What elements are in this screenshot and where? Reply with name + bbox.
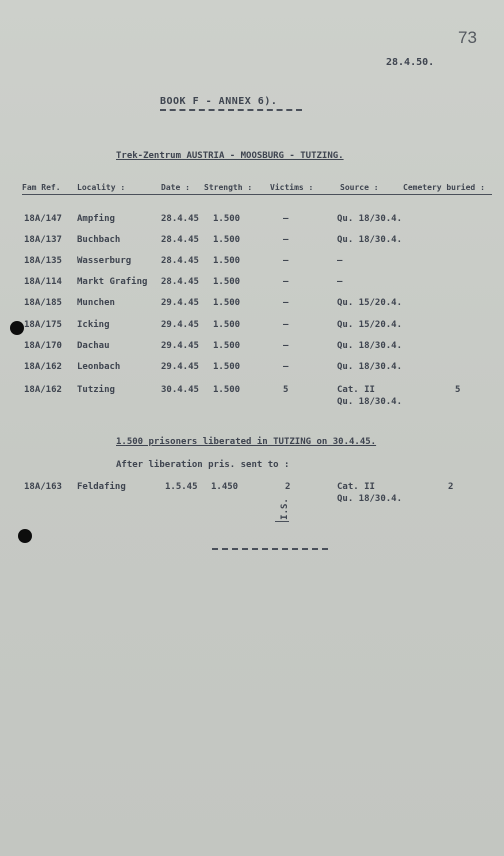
row-source: —: [337, 277, 343, 287]
row-date: 29.4.45: [161, 362, 199, 372]
row-victims: —: [283, 320, 289, 330]
column-header-date: Date :: [161, 183, 190, 192]
row-victims: —: [283, 298, 289, 308]
row-strength: 1.500: [213, 256, 241, 266]
row-strength: 1.500: [213, 341, 241, 351]
row-locality: Ampfing: [77, 214, 115, 224]
row-source: Qu. 18/30.4.: [337, 214, 403, 224]
column-header-source: Source :: [340, 183, 379, 192]
row-date: 28.4.45: [161, 277, 199, 287]
row-ref: 18A/162: [24, 362, 62, 372]
row-date: 30.4.45: [161, 385, 199, 395]
column-header-ref: Fam Ref.: [22, 183, 61, 192]
initials-mark: I.S.: [279, 498, 290, 520]
row-date: 29.4.45: [161, 320, 199, 330]
row-strength: 1.500: [213, 235, 241, 245]
row-source-secondary: Qu. 18/30.4.: [337, 494, 403, 504]
initials-underline: [275, 521, 289, 522]
row-source: —: [337, 256, 343, 266]
document-date: 28.4.50.: [386, 57, 435, 68]
liberation-note: 1.500 prisoners liberated in TUTZING on 30.4.45.: [116, 437, 377, 447]
row-victims: —: [283, 235, 289, 245]
row-date: 29.4.45: [161, 298, 199, 308]
table-row: [0, 256, 504, 274]
punch-hole-bottom: [18, 529, 32, 543]
row-locality: Wasserburg: [77, 256, 132, 266]
row-date: 28.4.45: [161, 214, 199, 224]
row-locality: Markt Grafing: [77, 277, 148, 287]
row-strength: 1.500: [213, 362, 241, 372]
table-row: [0, 362, 504, 380]
row-ref: 18A/114: [24, 277, 62, 287]
table-row: [0, 320, 504, 338]
row-date: 1.5.45: [165, 482, 198, 492]
row-ref: 18A/135: [24, 256, 62, 266]
row-source: Qu. 15/20.4.: [337, 320, 403, 330]
row-strength: 1.500: [213, 385, 241, 395]
book-title: BOOK F - ANNEX 6).: [160, 96, 278, 107]
punch-hole-top: [10, 321, 24, 335]
row-ref: 18A/185: [24, 298, 62, 308]
row-source: Cat. II: [337, 482, 375, 492]
table-row: [0, 277, 504, 295]
row-strength: 1.500: [213, 277, 241, 287]
row-source-secondary: Qu. 18/30.4.: [337, 397, 403, 407]
row-locality: Buchbach: [77, 235, 121, 245]
row-locality: Feldafing: [77, 482, 126, 492]
row-ref: 18A/170: [24, 341, 62, 351]
row-locality: Icking: [77, 320, 110, 330]
row-source: Qu. 15/20.4.: [337, 298, 403, 308]
row-strength: 1.500: [213, 298, 241, 308]
row-strength: 1.500: [213, 320, 241, 330]
table-row: [0, 298, 504, 316]
header-rule: [22, 194, 492, 195]
row-date: 28.4.45: [161, 235, 199, 245]
row-ref: 18A/137: [24, 235, 62, 245]
row-victims: —: [283, 341, 289, 351]
document-heading: Trek-Zentrum AUSTRIA - MOOSBURG - TUTZING.: [116, 151, 344, 161]
table-row: [0, 482, 504, 512]
table-row: [0, 235, 504, 253]
row-victims: 2: [285, 482, 291, 492]
row-buried: 5: [455, 385, 461, 395]
row-strength: 1.450: [211, 482, 239, 492]
row-buried: 2: [448, 482, 454, 492]
after-liberation-note: After liberation pris. sent to :: [116, 460, 290, 470]
table-row: [0, 214, 504, 232]
book-title-underline: [160, 109, 302, 111]
column-header-victims: Victims :: [270, 183, 314, 192]
row-date: 29.4.45: [161, 341, 199, 351]
column-header-strength: Strength :: [204, 183, 253, 192]
row-locality: Munchen: [77, 298, 115, 308]
closing-rule: [212, 548, 328, 550]
column-header-locality: Locality :: [77, 183, 126, 192]
table-row: [0, 341, 504, 359]
row-locality: Dachau: [77, 341, 110, 351]
row-victims: —: [283, 362, 289, 372]
column-header-cemetery: Cemetery buried :: [403, 183, 485, 192]
row-ref: 18A/162: [24, 385, 62, 395]
row-source: Cat. II: [337, 385, 375, 395]
row-victims: —: [283, 277, 289, 287]
row-victims: —: [283, 214, 289, 224]
row-victims: —: [283, 256, 289, 266]
table-row: [0, 385, 504, 415]
row-locality: Leonbach: [77, 362, 121, 372]
row-source: Qu. 18/30.4.: [337, 235, 403, 245]
row-ref: 18A/147: [24, 214, 62, 224]
row-source: Qu. 18/30.4.: [337, 341, 403, 351]
page-number: 73: [458, 28, 477, 47]
row-victims: 5: [283, 385, 289, 395]
row-source: Qu. 18/30.4.: [337, 362, 403, 372]
row-date: 28.4.45: [161, 256, 199, 266]
row-ref: 18A/163: [24, 482, 62, 492]
row-ref: 18A/175: [24, 320, 62, 330]
row-strength: 1.500: [213, 214, 241, 224]
row-locality: Tutzing: [77, 385, 115, 395]
